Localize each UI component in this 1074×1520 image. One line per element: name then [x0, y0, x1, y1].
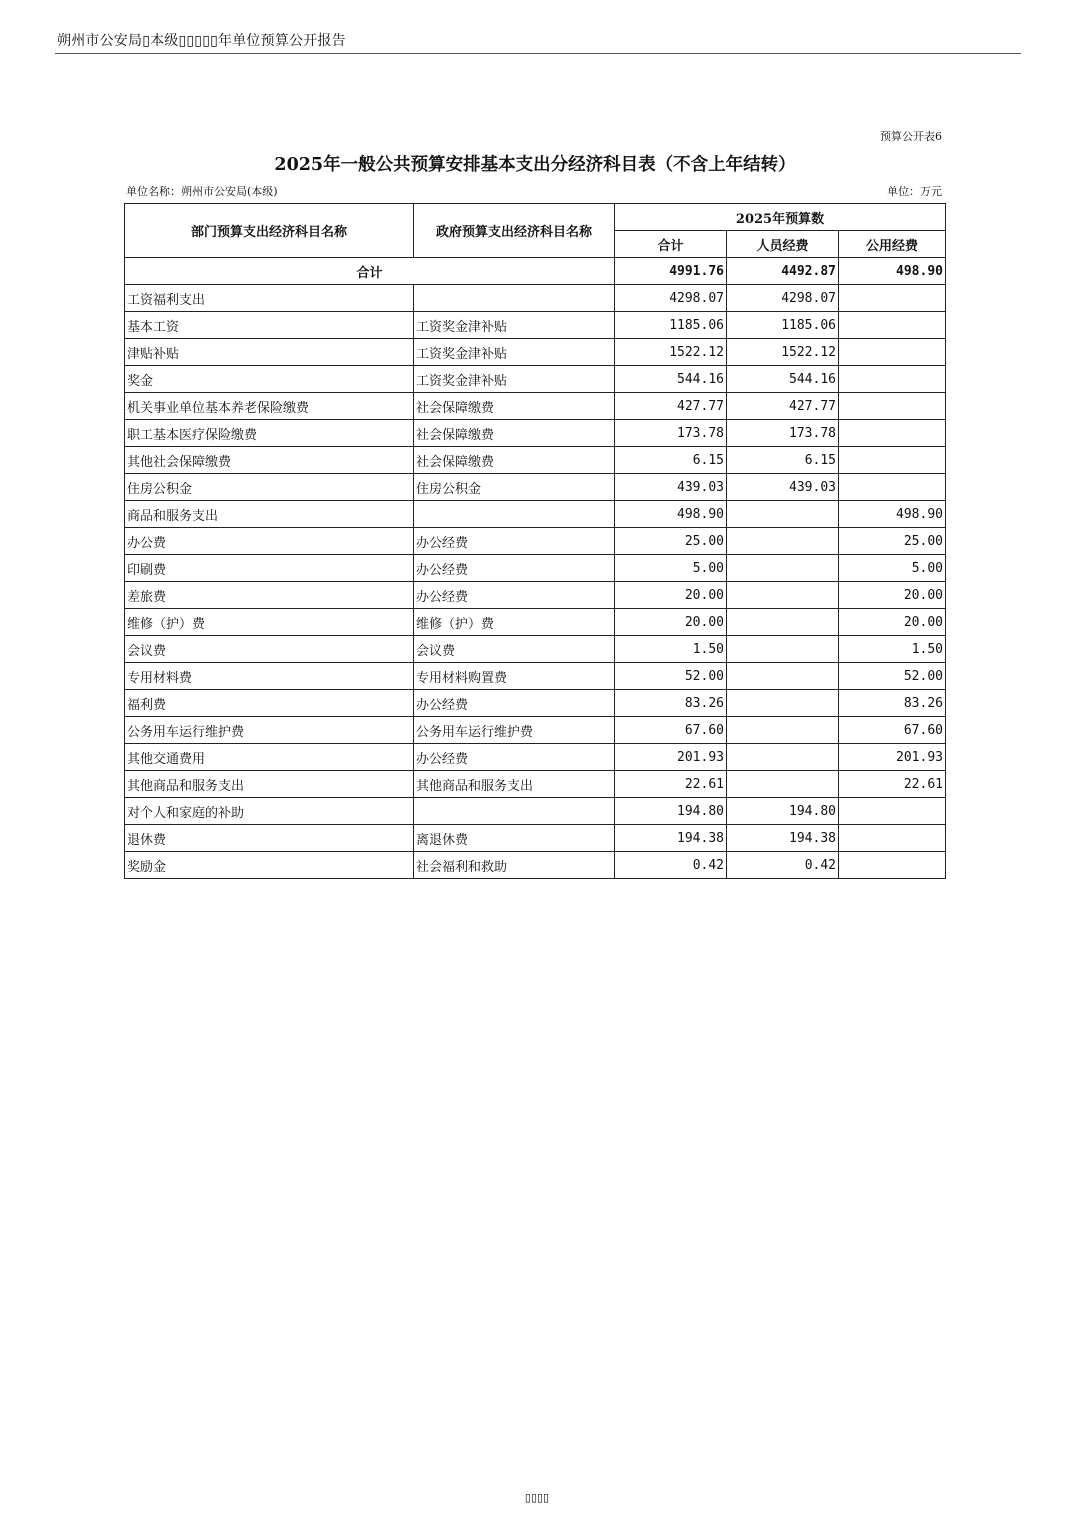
dept-cell: 其他社会保障缴费	[125, 447, 414, 474]
table-row	[125, 339, 946, 366]
table-row	[125, 690, 946, 717]
total-cell: 439.03	[615, 474, 727, 501]
gov-cell: 办公经费	[414, 744, 615, 771]
gov-cell	[414, 501, 615, 528]
dept-cell: 福利费	[125, 690, 414, 717]
gov-cell: 办公经费	[414, 555, 615, 582]
public-cell: 201.93	[839, 744, 946, 771]
table-row	[125, 366, 946, 393]
total-cell: 0.42	[615, 852, 727, 879]
header-budget-group: 2025年预算数	[615, 204, 946, 231]
total-cell: 83.26	[615, 690, 727, 717]
dept-cell: 印刷费	[125, 555, 414, 582]
personnel-cell	[727, 609, 839, 636]
table-row	[125, 771, 946, 798]
table-row	[125, 528, 946, 555]
dept-cell: 会议费	[125, 636, 414, 663]
table-body	[125, 258, 946, 879]
public-cell: 20.00	[839, 609, 946, 636]
gov-cell: 维修（护）费	[414, 609, 615, 636]
gov-cell: 办公经费	[414, 582, 615, 609]
dept-cell: 差旅费	[125, 582, 414, 609]
public-cell	[839, 312, 946, 339]
total-cell: 201.93	[615, 744, 727, 771]
dept-cell: 其他交通费用	[125, 744, 414, 771]
public-cell	[839, 825, 946, 852]
personnel-cell	[727, 555, 839, 582]
gov-cell: 公务用车运行维护费	[414, 717, 615, 744]
personnel-cell	[727, 690, 839, 717]
total-cell: 20.00	[615, 582, 727, 609]
page-header: 朔州市公安局▯本级▯▯▯▯▯年单位预算公开报告	[57, 33, 346, 49]
total-cell: 1522.12	[615, 339, 727, 366]
gov-cell	[414, 285, 615, 312]
total-cell: 194.80	[615, 798, 727, 825]
dept-cell: 退休费	[125, 825, 414, 852]
total-cell: 498.90	[615, 501, 727, 528]
total-cell: 52.00	[615, 663, 727, 690]
gov-cell	[414, 798, 615, 825]
gov-cell: 社会福利和救助	[414, 852, 615, 879]
table-row	[125, 555, 946, 582]
dept-cell: 住房公积金	[125, 474, 414, 501]
gov-cell: 工资奖金津补贴	[414, 366, 615, 393]
personnel-cell: 173.78	[727, 420, 839, 447]
dept-cell: 奖励金	[125, 852, 414, 879]
table-row	[125, 582, 946, 609]
total-cell: 5.00	[615, 555, 727, 582]
dept-cell: 公务用车运行维护费	[125, 717, 414, 744]
public-cell: 1.50	[839, 636, 946, 663]
gov-cell: 社会保障缴费	[414, 393, 615, 420]
gov-cell: 离退休费	[414, 825, 615, 852]
personnel-cell: 427.77	[727, 393, 839, 420]
personnel-cell	[727, 771, 839, 798]
personnel-cell: 6.15	[727, 447, 839, 474]
gov-cell: 社会保障缴费	[414, 447, 615, 474]
table-row	[125, 663, 946, 690]
total-cell: 173.78	[615, 420, 727, 447]
table-row	[125, 717, 946, 744]
header-gov-column: 政府预算支出经济科目名称	[414, 204, 615, 258]
table-row	[125, 744, 946, 771]
header-dept-column: 部门预算支出经济科目名称	[125, 204, 414, 258]
table-title: 2025年一般公共预算安排基本支出分经济科目表（不含上年结转）	[274, 155, 796, 175]
public-cell: 67.60	[839, 717, 946, 744]
public-cell	[839, 420, 946, 447]
personnel-cell: 0.42	[727, 852, 839, 879]
personnel-cell: 1185.06	[727, 312, 839, 339]
dept-cell: 津贴补贴	[125, 339, 414, 366]
public-cell	[839, 366, 946, 393]
dept-cell: 商品和服务支出	[125, 501, 414, 528]
unit-name: 单位名称：朔州市公安局(本级)	[126, 185, 278, 198]
table-row	[125, 825, 946, 852]
personnel-cell	[727, 501, 839, 528]
dept-cell: 对个人和家庭的补助	[125, 798, 414, 825]
personnel-cell: 1522.12	[727, 339, 839, 366]
table-row	[125, 474, 946, 501]
public-cell	[839, 339, 946, 366]
personnel-cell	[727, 582, 839, 609]
table-row	[125, 852, 946, 879]
public-cell: 22.61	[839, 771, 946, 798]
total-cell: 1185.06	[615, 312, 727, 339]
total-cell: 427.77	[615, 393, 727, 420]
total-public-cell: 498.90	[839, 258, 946, 285]
personnel-cell: 4298.07	[727, 285, 839, 312]
public-cell: 52.00	[839, 663, 946, 690]
gov-cell: 其他商品和服务支出	[414, 771, 615, 798]
public-cell	[839, 285, 946, 312]
public-cell: 5.00	[839, 555, 946, 582]
gov-cell: 会议费	[414, 636, 615, 663]
total-cell: 67.60	[615, 717, 727, 744]
table-row	[125, 312, 946, 339]
total-cell: 4298.07	[615, 285, 727, 312]
dept-cell: 职工基本医疗保险缴费	[125, 420, 414, 447]
personnel-cell	[727, 636, 839, 663]
dept-cell: 办公费	[125, 528, 414, 555]
public-cell	[839, 798, 946, 825]
gov-cell: 住房公积金	[414, 474, 615, 501]
dept-cell: 机关事业单位基本养老保险缴费	[125, 393, 414, 420]
dept-cell: 维修（护）费	[125, 609, 414, 636]
public-cell: 20.00	[839, 582, 946, 609]
personnel-cell	[727, 717, 839, 744]
dept-cell: 专用材料费	[125, 663, 414, 690]
table-row	[125, 447, 946, 474]
table-row	[125, 393, 946, 420]
gov-cell: 社会保障缴费	[414, 420, 615, 447]
public-cell: 83.26	[839, 690, 946, 717]
unit-label: 单位：万元	[887, 185, 942, 198]
total-cell: 6.15	[615, 447, 727, 474]
public-cell	[839, 852, 946, 879]
header-total: 合计	[615, 231, 727, 258]
header-personnel: 人员经费	[727, 231, 839, 258]
total-cell: 194.38	[615, 825, 727, 852]
dept-cell: 其他商品和服务支出	[125, 771, 414, 798]
dept-cell: 奖金	[125, 366, 414, 393]
header-public: 公用经费	[839, 231, 946, 258]
personnel-cell: 439.03	[727, 474, 839, 501]
total-cell: 544.16	[615, 366, 727, 393]
header-rule	[55, 53, 1021, 54]
gov-cell: 工资奖金津补贴	[414, 339, 615, 366]
personnel-cell: 194.80	[727, 798, 839, 825]
gov-cell: 专用材料购置费	[414, 663, 615, 690]
table-row	[125, 798, 946, 825]
total-cell: 20.00	[615, 609, 727, 636]
gov-cell: 办公经费	[414, 528, 615, 555]
total-cell: 1.50	[615, 636, 727, 663]
dept-cell: 基本工资	[125, 312, 414, 339]
page-footer: ▯▯▯▯	[524, 1491, 550, 1504]
personnel-cell: 544.16	[727, 366, 839, 393]
personnel-cell	[727, 663, 839, 690]
total-label: 合计	[125, 258, 615, 285]
table-row	[125, 285, 946, 312]
personnel-cell	[727, 528, 839, 555]
personnel-cell	[727, 744, 839, 771]
table-row	[125, 609, 946, 636]
personnel-cell: 194.38	[727, 825, 839, 852]
dept-cell: 工资福利支出	[125, 285, 414, 312]
public-cell	[839, 447, 946, 474]
total-row	[125, 258, 946, 285]
public-cell: 25.00	[839, 528, 946, 555]
table-number: 预算公开表6	[880, 130, 942, 143]
table-row	[125, 420, 946, 447]
public-cell	[839, 474, 946, 501]
table-row	[125, 501, 946, 528]
total-cell: 22.61	[615, 771, 727, 798]
total-cell: 25.00	[615, 528, 727, 555]
budget-table	[124, 203, 946, 879]
table-row	[125, 636, 946, 663]
public-cell: 498.90	[839, 501, 946, 528]
total-cell: 4991.76	[615, 258, 727, 285]
total-personnel-cell: 4492.87	[727, 258, 839, 285]
public-cell	[839, 393, 946, 420]
gov-cell: 工资奖金津补贴	[414, 312, 615, 339]
gov-cell: 办公经费	[414, 690, 615, 717]
